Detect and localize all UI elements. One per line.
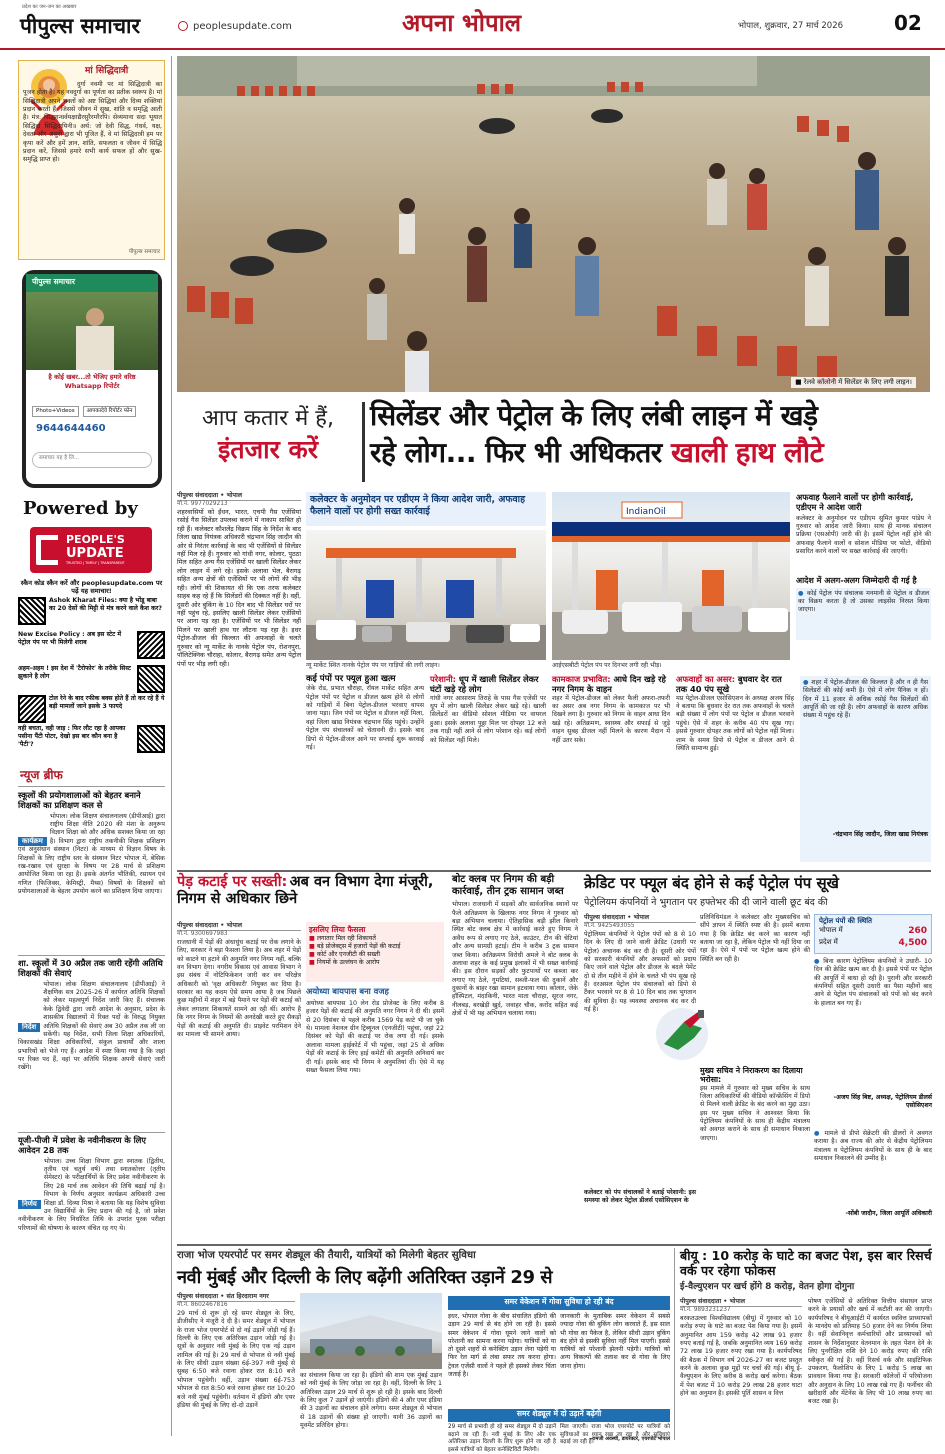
bu-body2: पोषण एजेंसियों से अतिरिक्त वित्तीय संसाधन प्राप्त करने के प्रयासों और खर्च में कटौती कर की जाएगी। कार्यपरिषद ने बीयूआईटी में कार्यरत स्ववित्त प्राध्यापकों के मानदेय को प्रतिमाह 50 हजार देने का निर्णय लिया है। वहीं सेवानिवृत्त कर्मचारियों और प्राध्यापकों को शासन के निर्देशानुसार वेतनमान के तहत पेंशन देने के लिए पुनरीक्षित राशि देने 10 करोड़ रुपए की राशि स्वीकृत की गई है। वहीं रिसर्च वर्क और साइंटिफिक उपकरण, फैलोशिप के लिए 1 करोड़ 5 लाख का प्रावधान किया गया है। सरकारी कॉलेजों में परियोजना और अनुदान के लिए 10 लाख रखे गए हैं। फर्नीचर की खरीदारी और मेंटेनेंस के लिए भी 10 लाख रुपए का बजट रखा है। [808,1298,932,1406]
adm-headline [306,492,546,526]
kamkaj-body: शहर में पेट्रोल-डीजल को लेकर फैली अफरा-तफरी का असर अब नगर निगम के कामकाज पर भी दिखने लगा है। गुरुवार को निगम के वाहन आधा दिन खड़े रहे। अतिक्रमण, स्वास्थ्य और सफाई से जुड़े वाहन सुबह डीजल नहीं मिलने के कारण मैदान में नहीं उतर सके। [552,694,670,744]
brief-body-text: भोपाल। उच्च शिक्षा विभाग द्वारा स्नातक (द्वितीय, तृतीय एवं चतुर्थ वर्ष) तथा स्नातकोत्तर (तृतीय सेमेस्टर) के परीक्षार्थियों के लिए प्रवेश नवीनीकरण के लिए 28 मार्च तक आवेदन की तिथि बढ़ाई गई है। विभाग के निर्णय अनुसार कार्यक्रम अधिकारी उच्च शिक्षा डॉ. दिव्या मिश्रा ने बताया कि यह विशेष सुविधा उन विद्यार्थियों के लिए प्रदान की गई है, जो प्रवेश नवीनीकरण के लिए निर्धारित तिथि के उपरांत पूरक परीक्षा परिणामों की घोषणा के कारण वंचित रह गए थे। [18,1157,165,1232]
masthead-website[interactable]: peoplesupdate.com [193,21,292,32]
brief-item-2 [18,958,165,1128]
ped-katai-box-item [309,959,441,967]
lead-headline-line2b: खाली हाथ लौटे [670,435,824,469]
ped-katai-sub-body: अयोध्या बायपास 10 लेन रोड प्रोजेक्ट के लिए करीब 8 हजार पेड़ों की कटाई की अनुमति नगर निगम ने दी थी। इसमें से 20 दिसंबर से पहले करीब 1569 पेड़ काटे भी जा चुके थे। मामला नेशनल ग्रीन ट्रिब्यूनल (एनजीटी) पहुंचा, जहां 22 दिसंबर को पेड़ों की कटाई पर रोक लगा दी गई। इसके अलावा मामला हाईकोर्ट में भी पहुंचा, जहां 25 से अधिक पेड़ों की कटाई के लिए हाई कमेटी की अनुमति अनिवार्य कर दी गई। इसके बाद भी निगम ने अनुमतियां दीं। ऐसे में यह सख्त फैसला लिया गया। [306,1000,444,1074]
qr-item[interactable] [18,725,165,755]
pump-status-label: प्रदेश में [819,938,838,947]
devi-box [18,60,165,260]
lead-headline [370,398,930,488]
masthead-tagline: प्रदेश का जन-जन का अखबार [22,4,77,10]
schedule-bar [448,1409,670,1422]
credit-fuel-byline: पीपुल्स संवाददाता • भोपाल [584,914,696,923]
masthead-dateline: भोपाल, शुक्रवार, 27 मार्च 2026 [738,21,844,31]
lead-byline: पीपुल्स संवाददाता • भोपाल [177,492,301,501]
vacation-body: इधर, भोपाल गोवा के बीच संचालित इंडिगो की उड़ान 29 मार्च से बंद होने जा रही है। इससे समर वेकेशन में गोवा घूमने जाने वालों को परेशानी का सामना करना पड़ेगा। यात्रियों को या तो दूसरे शहरों से कनेक्टिंग उड़ान लेना पड़ेगी या फिर रेल मार्ग से लंबा सफर तय करना होगा। ट्रेवल एजेंसी वालों ने पहले ही इसको लेकर चिंता जताई है। [448,1313,556,1378]
bu-body: बरकतउल्ला विश्वविद्यालय (बीयू) में गुरुवार को 10 करोड़ रुपए के घाटे का बजट पेश किया गया है। इसमें अनुमानित आय 159 करोड़ 42 लाख 91 हजार रुपए बताई गई है, जबकि अनुमानित व्यय 169 करोड़ 72 लाख 19 हजार रुपए रखा गया है। कार्यपरिषद की बैठक में विभाग वर्ष 2026-27 का बजट प्रस्तुत करने के अलावा कुछ मुद्दों पर चर्चा की गई। बीयू ई-वैल्युएशन के लिए करीब 8 करोड़ खर्च करेगा। बैठक में पेश बजट में 10 करोड़ 29 लाख 28 हजार घाटा होने का अनुमान है। इसकी पूर्ति शासन व वित्त [680,1314,802,1398]
afwah-asar-point: शहर में पेट्रोल-डीजल की किल्लत है और न ही गैस सिलेंडरों की कोई कमी है। ऐसे में लोग पैनिक न हों। दिन में 11 हजार से अधिक रसोई गैस सिलेंडरों की आपूर्ति की जा रही है। लोग अफवाहों के कारण अधिक संख्या में पहुंच रहे हैं। [803,679,928,720]
qr-list [18,597,165,752]
section-title [402,8,521,46]
camera-icon: ■ [795,378,804,387]
credit-fuel-point1 [814,958,932,1094]
ped-katai-box-item-text: बड़े प्रोजेक्ट्स में हजारों पेड़ों की कटाई [316,943,401,951]
bu-sub: ई-वैल्युएशन पर खर्च होंगे 8 करोड़, वेतन होगा दोगुना [680,1282,855,1292]
news-brief-label [20,768,63,784]
qr-item-text: अहम-अहम ! इस देश में 'टैरोफोर' के तरीके सिस्ट झुकाने है लोग [18,665,131,680]
afwah-asar-sign: -चंद्रभान सिंह जादौन, जिला खाद्य नियंत्रक [832,831,928,838]
ped-katai-box-item-text: नियमों के उल्लंघन के आरोप [316,959,380,967]
kamkaj-headline: आधे दिन खड़े रहे नगर निगम के वाहन [552,674,666,695]
bu-headline: बीयू : 10 करोड़ के घाटे का बजट पेश, इस बार रिसर्च वर्क पर रहेगा फोकस [680,1248,932,1279]
brief-body [18,981,165,1129]
afwah-asar-headline: बुधवार देर रात तक 40 पंप सूखे [676,674,782,695]
brief-headline: यूजी-पीजी में प्रवेश के नवीनीकरण के लिए आवेदन 28 तक [18,1135,146,1156]
afwah-sub: आदेश में अलग-अलग जिम्मेदारी दी गई है [796,575,917,585]
bu-byline: पीपुल्स संवाददाता • भोपाल [680,1298,802,1307]
phone-label-photo: Photo+Videos [32,406,79,417]
qr-code-icon [137,631,165,659]
phone-caption: है कोई खबर...तो भेजिए हमारे वरिष्ठ Whatsapp रिपोर्टर [48,373,136,390]
pump-status-title: पेट्रोल पंपों की स्थिति [819,917,872,925]
credit-fuel-body1: पेट्रोलियम कंपनियों ने पेट्रोल पंपों को 8 से 10 दिन के लिए दी जाने वाली क्रेडिट (उधारी पर पेट्रोल) अचानक बंद कर दी है। दूसरी ओर पंपों को सरकारी कंपनियों और अफसरों को प्रदाय किए जाने वाले पेट्रोल और डीजल के बदले पेमेंट दो से तीन महीने में होने के चलते भी पंप सूख रहे हैं। दरअसल पेट्रोल पंप संचालकों को डिपो से टैंकर भरवाने पर 8 से 10 दिन बाद तक भुगतान की सुविधा है। यह व्यवस्था अचानक बंद कर दी गई है। [584,930,696,1014]
credit-fuel-point2 [814,1130,932,1210]
credit-fuel-point1-text: बिना कारण पेट्रोलियम कंपनियों ने उधारी- 10 दिन की क्रेडिट खत्म कर दी है। इससे पंपों पर पेट्रोल की आपूर्ति में बाधा हो रही है। पुरानी और सरकारी कंपनियों सहित दूसरी उधारी का पैसा महीनों बाद आने से पेट्रोल पंप संचालकों को पंपों को बंद करने के हालात बन गए हैं। [814,958,932,1007]
airport-body2: का संचालन किया जा रहा है। इंडिगो की शाम एक मुंबई उड़ान को नवी मुंबई के लिए जोड़ा जा रहा है। वहीं, दिल्ली के लिए 1 अतिरिक्त उड़ान 29 मार्च से शुरू हो रही है। इसके बाद दिल्ली के लिए कुल 7 उड़ानें हो जाएंगी। इंडिगो की 4 और एयर इंडिया की 3 उड़ानों का संचालन होने लगेगा। समर शेड्यूल से भोपाल से 18 उड़ानों की संख्या हो जाएगी। यानी 36 उड़ानों का मूवमेंट प्रतिदिन होगा। [300,1372,442,1430]
brief-tag: निर्णय [18,1200,41,1209]
credit-fuel-mob: मो.नं. 9425493055 [584,923,635,930]
schedule-right [560,1424,670,1444]
credit-fuel-sign2: -सोंबी जादौन, जिला आपूर्ति अधिकारी [845,1210,932,1217]
phone-header [26,274,158,292]
bu-mob: मो.नं. 9893231237 [680,1307,731,1314]
lead-story [177,492,301,862]
boat-club-body: भोपाल। राजधानी में सड़कों और सार्वजनिक स्थानों पर फैले अतिक्रमण के खिलाफ नगर निगम ने गुरुवार को बड़ा अभियान चलाया। ऐतिहासिक बड़ी झील किनारे स्थित बोट क्लब क्षेत्र में कार्रवाई करते हुए निगम ने अवैध रूप से लगाए गए ठेले, काउंटर, टीन की चेटियां और अन्य सामग्री हटाई। टीम ने करीब 3 ट्रक सामान जब्त किया। अतिक्रमण विरोधी अमले ने बोट क्लब के अलावा शहर के कई प्रमुख इलाकों में भी सख्त कार्रवाई की। इस दौरान सड़कों और फुटपाथों पर कब्जा कर लगाए गए ठेले, गुमटियां, सब्जी-फल की दुकानें और दुकानों के बाहर रखा सामान हटवाया गया। कोलार, जेके हॉस्पिटल, मंदाकिनी, भारत माता चौराहा, सूरज नगर, नीलबड़, बरखेड़ी खुर्द, जवाहर चौक, करोंद सहित कई क्षेत्रों में भी यह अभियान चलाया गया। [452,901,578,1018]
indianoil-sign-text: IndianOil [626,507,666,517]
ped-katai-byline: पीपुल्स संवाददाता • भोपाल [177,922,301,931]
devi-credit: पीपुल्स समाचार [128,248,160,255]
lead-kicker [180,404,356,486]
lead-headline-line2a: रहे लोग... फिर भी अधिकतर [370,435,671,469]
afwah-story [796,492,931,678]
airport-mob: मो.नं. 8602467816 [177,1302,228,1309]
phone-promo [22,270,162,488]
qr-item-text: टोल रेने के बाद रफीक बक्स होते हैं तो कर रहे हैं ये बड़ी मामलों जाने इसके 3 फायदे [49,695,165,710]
pump-status-value: 260 [908,926,927,937]
credit-fuel-sign1: -अजय सिंह बिष्ट, अध्यक्ष, पेट्रोलियम डीलर्स एसोसिएशन [833,1094,932,1110]
credit-fuel-sub: पेट्रोलियम कंपनियों ने भुगतान पर हफ्तेभर की दी जाने वाली छूट बंद की [584,897,828,908]
brief-tag: कार्यक्रम [18,837,47,846]
globe-icon [178,21,188,31]
qr-item-text: वही बचता, वही जाइ : फिर लौट रहा है आपका पसीना पैंटी पोटर, देखो इस बार कौन बना है 'पैटी'? [18,725,126,748]
ped-katai-headline-red: पेड़ कटाई पर सख्ती: [177,874,288,890]
queue-photo-caption-text: रेलवे कॉलोनी में सिलेंडर के लिए लगी लाइन। [803,378,912,387]
brief-body [18,813,165,943]
brief-item-1 [18,790,165,958]
lead-kicker-line1: आप कतार में हैं, [202,406,334,431]
vacation-body2: जानकारी के मुताबिक समर वेकेशन में सबसे ज्यादा गोवा की बुकिंग लोग करवाते हैं, इस साल भी गोवा का पैकेज है, लेकिन सीधी उड़ान बुकिंग बंद होने से इसकी सुविधा नहीं मिल पाएगी। इससे यात्रियों को परेशानी झेलनी पड़ेगी। यात्रियों को अन्य विकल्पों की तलाश कर से गोवा के लिए जाना होगा। [560,1313,670,1370]
lead-mob: मो.नं. 9977029213 [177,501,228,508]
pareshani-headline: धूप में खाली सिलेंडर लेकर घंटों खड़े रहे लोग [430,674,539,695]
kamkaj-tag: कामकाज प्रभावित: [552,674,611,684]
boat-club-headline: बोट क्लब पर निगम की बड़ी कार्रवाई, तीन ट्रक सामान जब्त [452,874,564,898]
pareshani-body: गांधी नगर आसाराम तिराहे के पास गैस एजेंसी पर धूप में लोग खाली सिलेंडर लेकर खड़े रहे। खाली सिलेंडरों का वीडियो सोशल मीडिया पर वायरल हुआ। इसके अलावा पुठ्ठा मिल पर दोपहर 12 बजे तक गाड़ी नहीं आने से लोग परेशान रहे। कई लोगों को सिलेंडर नहीं मिले। [430,694,546,744]
queue-photo-scene [177,56,930,392]
bullet-icon: ■ [309,943,317,951]
qr-code-icon [18,695,46,723]
ped-katai-headline [177,874,442,918]
phone-input-placeholder: समाचार यह है लि... [39,455,80,462]
kamkaj-story [552,674,670,864]
pareshani-story [430,674,546,864]
bullet-icon: ● [798,589,807,597]
bullet-icon: ■ [309,934,317,942]
schedule-body: 29 मार्च से प्रभावी हो रहे समर शेड्यूल में दो उड़ानें बढ़ाने जा रही हैं। नवी मुंबई के लिए और एक अतिरिक्त उड़ान दिल्ली के लिए शुरू होने जा रही है इससे यात्रियों को बेहतर कनेक्टिविटी मिलेगी। [448,1424,556,1453]
bullet-icon: ■ [309,951,317,959]
qr-item[interactable] [18,665,165,695]
qr-item-text: New Excise Policy : अब इस स्टेट में पेट्रोल पंप पर भी मिलेगी शराब [18,631,122,646]
bullet-icon: ● [814,958,824,965]
lead-headline-line1: सिलेंडर और पेट्रोल के लिए लंबी लाइन में खड़े [370,399,818,432]
boat-club-story [452,874,578,1238]
afwah-asar-story [676,674,794,864]
brief-body [18,1158,165,1426]
bu-col1 [680,1298,802,1440]
ped-katai-box-item-text: लगातार मिल रही शिकायतें [316,934,376,942]
airport-body: 29 मार्च से शुरू हो रहे समर शेड्यूल के लिए, डीजीसीए ने मंजूरी दे दी है। समर शेड्यूल में भोपाल के राजा भोज एयरपोर्ट से दो नई उड़ानें जोड़ी गई हैं। दिल्ली के लिए एक अतिरिक्त उड़ान जोड़ी गई है। सूत्रों के अनुसार नवी मुंबई के लिए एक नई उड़ान शामिल की गई है। 29 मार्च से भोपाल से नवी मुंबई के लिए सीधी उड़ान संख्या 6ई-397 नवी मुंबई से सुबह 6:50 बजे रवाना होकर रात 8:10 बजे भोपाल पहुंचेगी। वहीं, उड़ान संख्या 6ई-753 भोपाल से रात 8:50 बजे रवाना होकर रात 10:20 बजे नवी मुंबई पहुंचेगी। वर्तमान में इंडिगो और एयर इंडिया की मुंबई के लिए दो-दो उड़ानें [177,1309,295,1409]
page-number: 02 [894,11,922,35]
powered-brand-sub: TRUSTED | TIMELY | TRANSPARENT [66,560,125,565]
airport-sign: -रामजी अवस्थी, डायरेक्टर, एयरपोर्ट भोपाल [589,1436,670,1442]
ped-katai-headline-rest: अब वन विभाग देगा मंजूरी, निगम से अधिकार छिने [177,874,434,908]
pump-status-box [814,914,932,954]
powered-brand-line2: UPDATE [66,545,124,561]
airport-col1 [177,1293,295,1439]
ped-katai-box-title: इसलिए लिया फैसला [309,925,366,934]
qr-item[interactable] [18,631,165,665]
pumps-closed-body: जेके रोड, प्रभात चौराहा, रॉयल मार्केट सहित अन्य पेट्रोल पंपों पर पेट्रोल व डीजल खत्म होने से लोगों को गाड़ियों में बिना पेट्रोल-डीजल भरवाए वापस जाना पड़ा। जिन पंपों पर पेट्रोल व डीजल नहीं मिला, वहां जिला खाद्य नियंत्रक चंद्रभान सिंह पहुंचे। उन्होंने पेट्रोल पंप संचालकों को चेतावनी दी। इसके बाद डिपो से पेट्रोल-डीजल आने पर सप्लाई शुरू करवाई गई। [306,685,424,751]
pump-status-value: 4,500 [898,938,927,949]
schedule-body2: मिल जाएगी। राजा भोज एयरपोर्ट पर यात्रियों को सुविधाओं का ध्यान रखा जा रहा है और सुविधाएं बढ़ाई जा रही हैं। [560,1424,670,1446]
vacation-bar [448,1296,670,1310]
phone-photo [26,292,158,370]
afwah-asar-quote [800,676,931,862]
qr-item[interactable] [18,597,165,631]
credit-fuel-sub2: मुख्य सचिव ने निराकरण का दिलाया भरोसा: [700,1066,803,1085]
lead-body: शहरवासियों को ईंधन, भारत, एचपी गैस एजेंसियां रसोई गैस सिलेंडर उपलब्ध कराने में नाकाम साबित हो रही हैं। कलेक्टर कौशलेंद्र विक्रम सिंह के निर्देश के बाद जिला खाद्य नियंत्रक अधिकारी चंद्रभान सिंह जादौन की ओर से निरंतर कार्रवाई के बाद भी एजेंसियों से सिलेंडर नहीं मिल रहे हैं। गुरुवार को गांधी नगर, कोलार, पुठठा मिल सहित अन्य गैस एजेंसियों पर खाली सिलेंडर लेकर लोग लाइन में लगे रहे। इसके अलावा भेल, बैरागढ़ सहित अन्य क्षेत्रों की एजेंसियों पर भी लोगों की भीड़ रही। लोगों की शिकायत थी कि एक तरफ कलेक्टर साहब कह रहे हैं कि सिलेंडरों की दिक्कत नहीं है। वहीं, दूसरी ओर बुकिंग के 10 दिन बाद भी सिलेंडर घरों पर नहीं पहुंच रहे, इसलिए खाली सिलेंडर लेकर एजेंसियों पर आना पड़ रहा है। एजेंसियों पर भी सिलेंडर नहीं मिलने पर खाली हाथ घर लौटना पड़ रहा है। इधर पेट्रोल-डीजल की किल्लत की अफवाहों के चलते गुरुवार को न्यू मार्केट के नानके पेट्रोल पंप, रोशनपुरा, पॉलिटेक्निक चौराहा, कोलार, बैरागढ़ समेत अन्य पेट्रोल पंपों पर भीड़ लगी रही। [177,508,301,668]
ped-katai-box [306,922,444,982]
brief-headline: शा. स्कूलों में 30 अप्रैल तक जारी रहेंगी अतिथि शिक्षकों की सेवाएं [18,958,163,979]
masthead [0,0,945,50]
qr-item-text: Ashok Kharat Files: क्या है भोंडू बाबा का 20 देसों की मिट्टी से मंत्र करने वाले कैश कर? [49,597,162,612]
devi-title: मां सिद्धिदात्री [85,66,129,76]
credit-fuel-point2-text: मामले से डीपो सेक्रेटरी की डीलरों ने अवगत कराया है। अब राज्य की ओर से केंद्रीय पेट्रोलियम मंत्रालय व पेट्रोलियम कंपनियों के साथ ही के बाद समाधान निकालने की उम्मीद है। [814,1130,932,1163]
afwah-headline: अफवाह फैलाने वालों पर होगी कार्रवाई, एडीएम ने आदेश जारी [796,492,914,513]
phone-app-title: पीपुल्स समाचार [32,277,75,286]
afwah-point-text: कोई पेट्रोल पंप संचालक मनमानी से पेट्रोल व डीजल का विक्रय करता है तो उसका लाइसेंस निरस्त किया जाएगा। [798,589,930,614]
brief-item-3 [18,1135,165,1435]
phone-number[interactable]: 9644644460 [36,423,106,435]
credit-fuel-quote1 [814,958,932,1128]
ped-katai-box-item-text: कोर्ट और एनजीटी की सख्ती [316,951,380,959]
powered-brand[interactable] [30,527,152,573]
credit-fuel-body2: प्रतिनिधिमंडल ने कलेक्टर और मुख्यसचिव को सौंपे ज्ञापन में स्थिति स्पष्ट की है। इसमें बताया गया है कि क्रेडिट बंद करने का कारण नहीं बताया जा रहा है, लेकिन पेट्रोल भी नहीं दिया जा रहा है। ऐसे में पंपों पर पेट्रोल खत्म होने की स्थिति बन रही है। [700,914,810,963]
qr-code-icon [18,597,46,625]
queue-photo [177,56,930,392]
pumps-closed-story [306,674,424,864]
adm-headline-text: कलेक्टर के अनुमोदन पर एडीएम ने किया आदेश जारी, अफवाह फैलाने वालों पर होगी सख्त कार्रवाई [310,494,526,517]
airport-kicker: राजा भोज एयरपोर्ट पर समर शेड्यूल की तैयारी, यात्रियों को मिलेगी बेहतर सुविधा [177,1250,476,1261]
ped-katai-box-item [309,935,441,943]
airport-photo [300,1293,442,1369]
credit-fuel-body1b: कलेक्टर को पंप संचालकों ने बताई परेशानी: इस समस्या को लेकर पेट्रोल डीलर्स एसोसिएशन के [584,1188,696,1205]
pumps-closed-headline: कई पंपों पर फ्यूल हुआ खत्म [306,674,396,684]
fuel-nozzle-image [650,1004,760,1064]
queue-photo-caption [791,377,916,388]
masthead-logo: पीपुल्स समाचार [20,13,141,38]
petrol-pump-photo-1 [306,530,546,660]
section-title-text: अपना भोपाल [402,9,522,37]
afwah-body: कलेक्टर के अनुमोदन पर एडीएम सुमित कुमार पांडेय ने गुरुवार को आदेश जारी किया। साथ ही मानक संचालन प्रक्रिया (एसओपी) जारी की है। इसमें पेट्रोल नहीं होने की अफवाह फैलाने वालों व सोशल मीडिया पर फोटो, वीडियो प्रसारित करने वालों पर सख्त कार्रवाई की जाएगी। [796,514,931,555]
petrol-pump-photo-2 [552,492,790,660]
qr-code-icon [137,725,165,753]
powered-brand-line1: PEOPLE'S [66,532,125,546]
credit-fuel-body3: इस मामले में गुरुवार को मुख्य सचिव के साथ जिला अधिकारियों की वीडियो कॉन्फ्रेंसिंग में डिपो से मिलने वाली क्रेडिट के बंद करने का मुद्दा उठा। इस पर मुख्य सचिव ने आश्वस्त किया कि पेट्रोलियम कंपनियों के साथ ही केंद्रीय मंत्रालय को अवगत कराने के साथ ही समाधान निकाला जाएगा। [700,1084,810,1142]
qr-code-icon [137,665,165,693]
afwah-asar-quote-text [803,679,928,831]
phone-input[interactable] [32,452,152,468]
brief-body-text: भोपाल। लोक शिक्षण संचालनालय (डीपीआई) ने शैक्षणिक सत्र 2025-26 में कार्यरत अतिथि शिक्षकों को लेकर महत्वपूर्ण निर्देश जारी किए हैं। संचालक केके द्विवेदी द्वारा जारी आदेश के अनुसार, प्रदेश के शासकीय विद्यालयों में रिक्त पदों के विरुद्ध नियुक्त अतिथि शिक्षकों की सेवाएं अब 30 अप्रैल तक ली जा सकेंगी। यह निर्देश, सभी जिला शिक्षा अधिकारियों, विकासखंड शिक्षा अधिकारियों, संकुल प्राचार्यों और शाला प्रभारियों को भेजे गए हैं। आदेश में स्पष्ट किया गया है कि जहां पर रिक्त पद हैं, वहां पर अतिथि शिक्षक अपनी सेवाएं जारी रखेंगे। [18,980,165,1072]
afwah-asar-body: मप्र पेट्रोल-डीजल एसोसिएशन के अध्यक्ष अजय सिंह ने बताया कि बुधवार देर रात तक अफवाहों के चलते बड़ी संख्या में लोग पंपों पर पेट्रोल व डीजल भरवाने पहुंचे। ऐसे में शहर के करीब 40 पंप सूख गए। इससे गुरुवार दोपहर तक लोगों को पेट्रोल नहीं मिला। शाम के समय डिपो से पेट्रोल व डीजल आने से स्थिति सामान्य हुई। [676,694,794,752]
brief-headline: स्कूलों की प्रयोगशालाओं को बेहतर बनाने शिक्षकों का प्रशिक्षण कल से [18,790,141,811]
bullet-icon: ■ [309,959,317,967]
petrol-pump-caption-2: आईएसबीटी पेट्रोल पंप पर दिनभर लगी रही भीड़। [552,662,662,669]
bullet-icon: ● [814,1130,825,1137]
powered-cta: स्कैन कोड स्कैन करें और peoplesupdate.com पर पढ़ें यह समाचार! [20,578,163,596]
pareshani-tag: परेशानी: [430,674,456,684]
credit-fuel-col2 [700,914,810,1239]
airport-byline: पीपुल्स संवाददाता • संत हिरदाराम नगर [177,1293,295,1302]
qr-item[interactable] [18,695,165,725]
news-brief-label-text: न्यूज ब्रीफ [20,768,63,782]
brief-body-text: भोपाल। लोक शिक्षण संचालनालय (डीपीआई) द्वारा राष्ट्रीय शिक्षा नीति 2020 की मंशा के अनुरूप विज्ञान शिक्षा को और अधिक सशक्त किया जा रहा है। विभाग द्वारा राष्ट्रीय तकनीकी शिक्षक प्रशिक्षण एवं अनुसंधान संस्थान (निटर) के माध्यम से विज्ञान विषय के शिक्षकों के लिए राष्ट्रीय स्तर के संस्थान निटर भोपाल में, बेसिक रख-रखाव एवं सुरक्षा के विषय पर 28 मार्च से प्रशिक्षण आयोजित किया जा रहा है। इसके अंतर्गत भौतिकी, रसायन एवं गणित (फिजिक्स, केमिस्ट्री, मैथ्स) विषयों के शिक्षकों को प्रयोगशालाओं के बेहतर उपयोग करने का प्रशिक्षण दिया जाएगा। [18,812,165,895]
credit-fuel-headline: क्रेडिट पर फ्यूल बंद होने से कई पेट्रोल पंप सूखे [584,874,839,892]
credit-fuel-quote2 [814,1130,932,1238]
credit-fuel-col1 [584,914,696,1239]
brief-tag: निर्देश [18,1023,40,1032]
powered-label: Powered by [23,498,138,519]
ped-katai-sub: अयोध्या बायपास बना वजह [306,986,389,996]
ped-katai-mob: मो.नं. 9300697983 [177,931,228,938]
airport-headline: नवी मुंबई और दिल्ली के लिए बढ़ेंगी अतिरिक्त उड़ानें 29 से [177,1267,553,1288]
vacation-bar-text: समर वेकेशन में गोवा सुविधा हो रही बंद [504,1297,614,1306]
petrol-pump-caption-1: न्यू मार्केट स्थित नानके पेट्रोल पंप पर गाड़ियों की लगी लाइन। [306,662,440,669]
lead-kicker-line2: इंतजार करें [218,435,318,465]
afwah-point [796,588,931,640]
schedule-bar-text: समर शेड्यूल में दो उड़ानें बढ़ेंगी [516,1409,602,1418]
devi-text: दुर्गा नवमी पर मां सिद्धिदात्री का पूजन होता है। यह नवदुर्गा का पूर्णता का प्रतीक स्वरूप है। मां सिद्धिदात्री अपने भक्तों को अष्ट सिद्धियां और दिव्य शक्तियां प्रदान करती हैं, जिससे जीवन में सुख, शांति व समृद्धि आती है। मंत्र: सिद्धगन्धर्वयक्षाद्यैरसुरैरमरैरपि। सेव्यमाना सदा भूयात सिद्धिदा सिद्धिदायिनी॥ अर्थ: जो देवी सिद्ध, गंधर्व, यक्ष, देवता और असुरों द्वारा भी पूजित हैं, वे मां सिद्धिदात्री हम पर कृपा करें और हमें ज्ञान, शांति, सफलता व जीवन में सिद्धि प्रदान करें, जिससे हमारे सभी कार्य सफल हों और सुख-समृद्धि प्राप्त हो। [23,81,162,164]
afwah-asar-tag: अफवाहों का असर: [676,674,736,684]
ped-katai-story [177,922,301,1237]
pump-status-label: भोपाल में [819,926,843,935]
ped-katai-body: राजधानी में पेड़ों की अंधाधुंध कटाई पर रोक लगाने के लिए, सरकार ने बड़ा फैसला लिया है। अब शहर में पेड़ों को काटने या हटाने की अनुमति नगर निगम नहीं, बल्कि वन विभाग देगा। नगरीय विकास एवं आवास विभाग ने इस संबंध में नोटिफिकेशन जारी कर वन परिक्षेत्र अधिकारी को 'वृक्ष अधिकारी' नियुक्त कर दिया है। सरकार का यह कदम ऐसे समय आया है जब पिछले कुछ महीनों में शहर में बड़े पैमाने पर पेड़ों की कटाई को लेकर लगातार शिकायतें सामने आ रही थीं। आरोप है कि नगर निगम के नियमों की अनदेखी करते हुए सैकड़ों पेड़ों की कटाई की अनुमति दी। प्राइवेट परमिशन देने का मामला भी सामने आया। [177,938,301,1038]
phone-label-reporter: आपकादेवे रिपोर्टर फोन [83,406,137,417]
bullet-icon: ● [803,679,812,686]
